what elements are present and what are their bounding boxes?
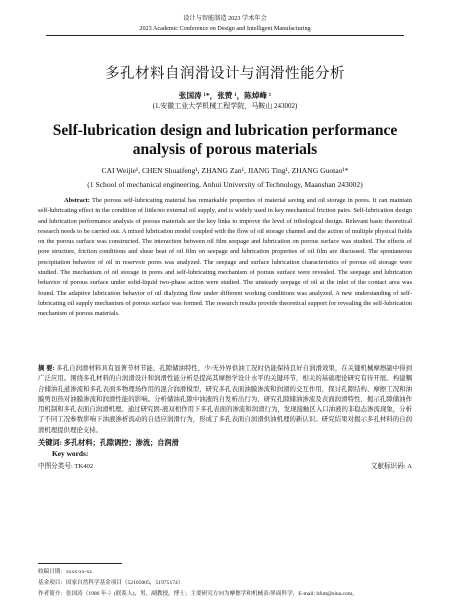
affiliation-chinese: (1.安徽工业大学机械工程学院，马鞍山 243002) bbox=[152, 102, 298, 110]
abstract-english-text: The porous self-lubricating material has remarkable properties of material saving and oil storage in pores. It can maintain self-lubricating effect in the condition of little/no external oil supply, and is widely used in key mechanical friction pairs. Self-lubrication design and lubrication performance analysis of porous materials are the key links to improve the level of tribological design. Relevant basic theoretical research needs to be carried out. A mixed lubrication model coupled with the flow of oil storage channel and the action of multiple physical fields on the porous surface was constructed. The interaction between oil film seepage and lubrication on porous surface was studied. The effects of pore structure, friction conditions and shear heat of oil film on seepage and lubrication properties of oil film are discussed. The spontaneous precipitation behavior of oil in reservoir pores was analyzed. The seepage and surface lubrication characteristics of porous oil storage were studied. The mechanism of oil storage in pores and self-lubricating mechanism of porous surface were revealed. The seepage and lubrication behavior of porous surface under solid-liquid two-phase action were studied. The unsteady seepage of oil at the inlet of the contact area was found. The adaptive lubrication behavior of oil dialyzing flow under different working conditions was analyzed. A new understanding of self-lubricating oil supply mechanism of porous surface was formed. The research results provide theoretical support for revealing the self-lubrication mechanism of porous materials. bbox=[38, 197, 412, 318]
abstract-english-label: Abstract: bbox=[64, 197, 90, 204]
footnote-received: 收稿日期：xxxx-xx-xx bbox=[38, 569, 93, 575]
footnote-fund: 基金项目：国家自然科学基金项目（52105005，51975174） bbox=[38, 580, 184, 586]
authors-english: CAI Weijie¹, CHEN Shuaifeng¹, ZHANG Zan¹, JIANG Ting¹, ZHANG Guotao¹* bbox=[101, 166, 349, 175]
authors-chinese: 张国涛 ¹*，张赞 ¹，陈焯峰 ¹ bbox=[178, 91, 272, 100]
footnote-author: 作者简介：张国涛（1986 年-）(联系人)，男，副教授，博士；主要研究方向为摩擦学和机械表/界面科学，E-mail: hfutt@sina.com。 bbox=[38, 591, 358, 597]
title-chinese: 多孔材料自润滑设计与润滑性能分析 bbox=[105, 66, 345, 82]
classification-line bbox=[38, 460, 412, 470]
abstract-english bbox=[38, 196, 412, 320]
affiliation-english: (1 School of mechanical engineering, Anhui University of Technology, Maanshan 243002) bbox=[87, 180, 363, 189]
header-rule bbox=[46, 35, 404, 36]
abstract-chinese-label: 摘 要: bbox=[38, 365, 55, 372]
footnote-rule bbox=[38, 563, 122, 564]
keywords-english-label: Key words: bbox=[52, 449, 89, 458]
document-code: 文献标识码: A bbox=[370, 463, 412, 470]
keywords-chinese-label: 关键词: bbox=[38, 439, 62, 447]
abstract-chinese-text: 多孔自润滑材料具有显著节材节能、孔隙储油特性，少/无外界供油工况时仍能保持良好自润滑效果，在关键机械摩擦副中得到广泛应用。围绕多孔材料的自润滑设计和润滑性能分析是提高其摩擦学设计水平的关键环节，相关的基础理论研究有待开展。构建耦合储油孔道渗流和多孔表面多物理场作用的混合润滑模型，研究多孔表面油膜渗流和润滑的交互作用，探讨孔隙结构、摩擦工况和油膜剪切热对油膜渗流和润滑性能的影响。分析储油孔隙中油液的自发析出行为，研究孔隙储油渗流及表面润滑特性，揭示孔隙储油作用机制和多孔表面自润滑机理。通过研究固-液双相作用下多孔表面的渗流和润滑行为，发现接触区入口油液的非稳态渗流现象，分析了不同工况参数影响下油液渗析流动的自适应润滑行为，形成了多孔表面自润滑供油机理的新认识。研究结果对揭示多孔材料的自润滑机理提供理论支持。 bbox=[38, 365, 412, 434]
title-english: Self-lubrication design and lubrication performance analysis of porous materials bbox=[52, 122, 398, 158]
conference-header-en: 2023 Academic Conference on Design and Intelligent Manufacturing bbox=[139, 25, 311, 32]
abstract-chinese bbox=[38, 364, 412, 436]
clc-number: 中图分类号: TK402 bbox=[38, 463, 94, 470]
keywords-chinese-text: 多孔材料；孔隙调控；渗流；自润滑 bbox=[63, 439, 179, 447]
keywords-chinese bbox=[38, 438, 412, 448]
conference-header-cn: 设计与智能制造 2023 学术年会 bbox=[183, 15, 267, 22]
